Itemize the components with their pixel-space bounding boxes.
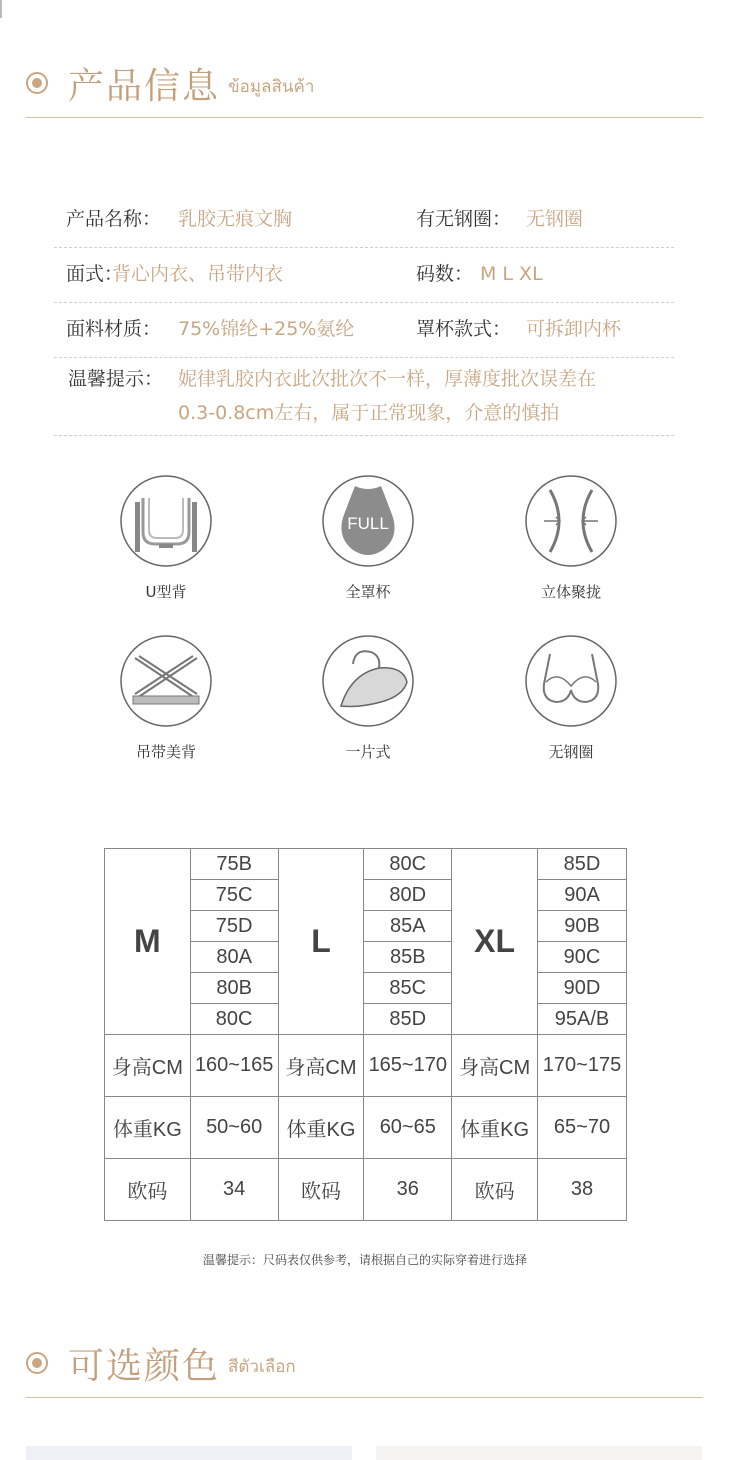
info-row xyxy=(54,204,674,248)
info-value: 背心内衣、吊带内衣 xyxy=(112,263,284,285)
cup-cell: 75B xyxy=(190,849,278,880)
section-title: 可选颜色 xyxy=(68,1346,221,1387)
circle-bullet-icon xyxy=(26,72,48,94)
color-options-header xyxy=(26,1338,703,1398)
feature-one-piece xyxy=(288,634,448,762)
cup-cell: 75C xyxy=(190,880,278,911)
section-subtitle: สีตัวเลือก xyxy=(228,1357,296,1377)
size-label: XL xyxy=(452,849,538,1035)
table-row xyxy=(105,1097,627,1159)
tip-line: 0.3-0.8cm左右，属于正常现象，介意的慎拍 xyxy=(178,402,560,424)
u-back-icon xyxy=(119,474,213,568)
cup-cell: 80C xyxy=(190,1004,278,1035)
info-row xyxy=(54,314,674,358)
cup-cell: 85A xyxy=(364,911,452,942)
info-key: 罩杯款式： xyxy=(416,318,512,340)
height-value: 165~170 xyxy=(364,1035,452,1097)
top-edge-mark xyxy=(0,0,2,18)
cup-cell: 85C xyxy=(364,973,452,1004)
section-title: 产品信息 xyxy=(68,66,221,107)
cup-cell: 80A xyxy=(190,942,278,973)
cup-cell: 90C xyxy=(538,942,627,973)
push-up-icon xyxy=(524,474,618,568)
table-row xyxy=(105,1035,627,1097)
size-label: L xyxy=(278,849,364,1035)
feature-label: U型背 xyxy=(145,583,187,601)
cup-cell: 80B xyxy=(190,973,278,1004)
info-key: 面料材质： xyxy=(66,318,162,340)
section-subtitle: ข้อมูลสินค้า xyxy=(228,77,315,97)
weight-label: 体重KG xyxy=(105,1097,191,1159)
info-value: 乳胶无痕文胸 xyxy=(178,208,293,230)
cup-cell: 80D xyxy=(364,880,452,911)
eu-value: 36 xyxy=(364,1159,452,1221)
eu-value: 38 xyxy=(538,1159,627,1221)
weight-value: 60~65 xyxy=(364,1097,452,1159)
cup-cell: 80C xyxy=(364,849,452,880)
feature-label: 一片式 xyxy=(345,743,391,761)
cup-cell: 90D xyxy=(538,973,627,1004)
eu-label: 欧码 xyxy=(105,1159,191,1221)
feature-strap-back xyxy=(86,634,246,762)
eu-value: 34 xyxy=(190,1159,278,1221)
eu-label: 欧码 xyxy=(452,1159,538,1221)
tip-key: 温馨提示： xyxy=(68,368,164,390)
feature-label: 全罩杯 xyxy=(345,583,391,601)
color-swatch-preview[interactable] xyxy=(376,1446,702,1460)
height-label: 身高CM xyxy=(278,1035,364,1097)
full-cup-icon xyxy=(321,474,415,568)
info-key: 产品名称： xyxy=(66,208,162,230)
feature-label: 吊带美背 xyxy=(135,743,196,761)
tip-line: 妮律乳胶内衣此次批次不一样，厚薄度批次误差在 xyxy=(178,368,597,390)
tip-row xyxy=(54,362,674,436)
color-swatch-preview[interactable] xyxy=(26,1446,352,1460)
weight-value: 50~60 xyxy=(190,1097,278,1159)
product-info-header xyxy=(26,58,703,118)
height-label: 身高CM xyxy=(452,1035,538,1097)
cup-cell: 90B xyxy=(538,911,627,942)
feature-label: 立体聚拢 xyxy=(540,583,601,601)
strap-back-icon xyxy=(119,634,213,728)
feature-push-up xyxy=(491,474,651,602)
weight-label: 体重KG xyxy=(278,1097,364,1159)
weight-label: 体重KG xyxy=(452,1097,538,1159)
size-note: 温馨提示：尺码表仅供参考，请根据自己的实际穿着进行选择 xyxy=(202,1253,527,1267)
cup-cell: 90A xyxy=(538,880,627,911)
cup-cell: 85B xyxy=(364,942,452,973)
table-row xyxy=(105,849,627,880)
wire-free-icon xyxy=(524,634,618,728)
cup-cell: 75D xyxy=(190,911,278,942)
info-key: 有无钢圈： xyxy=(416,208,512,230)
size-chart-table xyxy=(104,848,627,1221)
circle-bullet-icon xyxy=(26,1352,48,1374)
feature-full-cup xyxy=(288,474,448,602)
info-value: 无钢圈 xyxy=(526,208,584,230)
height-value: 160~165 xyxy=(190,1035,278,1097)
one-piece-icon xyxy=(321,634,415,728)
cup-cell: 85D xyxy=(538,849,627,880)
info-value: 75%锦纶+25%氨纶 xyxy=(178,318,355,340)
info-value: M L XL xyxy=(480,263,543,285)
info-key: 码数： xyxy=(416,263,474,285)
feature-wire-free xyxy=(491,634,651,762)
info-row xyxy=(54,259,674,303)
size-label: M xyxy=(105,849,191,1035)
info-value: 可拆卸内杯 xyxy=(526,318,622,340)
height-value: 170~175 xyxy=(538,1035,627,1097)
feature-u-back xyxy=(86,474,246,602)
height-label: 身高CM xyxy=(105,1035,191,1097)
full-cup-text: FULL xyxy=(347,514,389,533)
table-row xyxy=(105,1159,627,1221)
feature-label: 无钢圈 xyxy=(548,743,594,761)
cup-cell: 95A/B xyxy=(538,1004,627,1035)
info-key: 面式： xyxy=(66,263,124,285)
cup-cell: 85D xyxy=(364,1004,452,1035)
eu-label: 欧码 xyxy=(278,1159,364,1221)
weight-value: 65~70 xyxy=(538,1097,627,1159)
